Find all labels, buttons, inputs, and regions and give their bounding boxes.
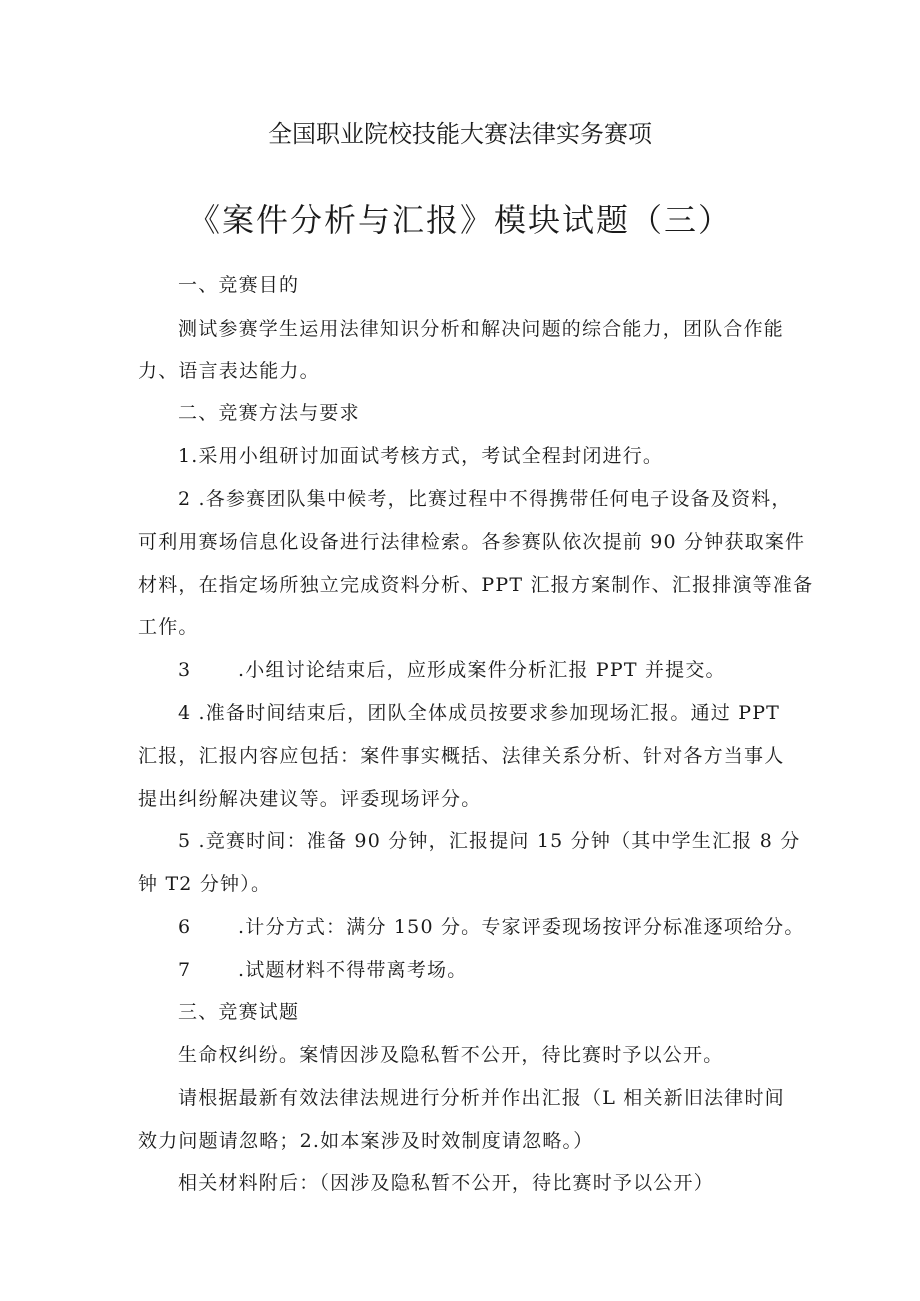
item6 <box>178 914 805 940</box>
document-title-line1: 全国职业院校技能大赛法律实务赛项 <box>268 120 652 148</box>
item3 <box>178 657 726 683</box>
section2-heading: 二、竞赛方法与要求 <box>178 402 360 424</box>
item5-line1: 5 .竞赛时间：准备 90 分钟，汇报提问 15 分钟（其中学生汇报 8 分 <box>178 830 801 852</box>
item3-text: .小组讨论结束后，应形成案件分析汇报 PPT 并提交。 <box>238 659 726 681</box>
section1-heading: 一、竞赛目的 <box>178 274 300 296</box>
section3-paragraph1: 生命权纠纷。案情因涉及隐私暂不公开，待比赛时予以公开。 <box>178 1044 724 1066</box>
item7-number: 7 <box>178 959 192 981</box>
item2-line1: 2 .各参赛团队集中候考，比赛过程中不得携带任何电子设备及资料， <box>178 488 792 510</box>
section3-paragraph3: 相关材料附后：（因涉及隐私暂不公开，待比赛时予以公开） <box>178 1172 714 1194</box>
item1-text: 1.采用小组研讨加面试考核方式，考试全程封闭进行。 <box>178 445 664 467</box>
item7 <box>178 957 467 983</box>
item2-line3: 材料，在指定场所独立完成资料分析、PPT 汇报方案制作、汇报排演等准备 <box>138 574 814 596</box>
document-title-line2: 《案件分析与汇报》模块试题（三） <box>187 201 732 239</box>
item3-number: 3 <box>178 659 192 681</box>
item7-text: .试题材料不得带离考场。 <box>238 959 468 981</box>
section1-paragraph-line1: 测试参赛学生运用法律知识分析和解决问题的综合能力，团队合作能 <box>178 318 785 340</box>
section3-paragraph2-line2: 效力问题请忽略；2.如本案涉及时效制度请忽略。） <box>138 1130 594 1152</box>
section1-paragraph-line2: 力、语言表达能力。 <box>138 360 320 382</box>
item4-line3: 提出纠纷解决建议等。评委现场评分。 <box>138 788 482 810</box>
item2-line2: 可利用赛场信息化设备进行法律检索。各参赛队依次提前 90 分钟获取案件 <box>138 531 806 553</box>
item4-line1: 4 .准备时间结束后，团队全体成员按要求参加现场汇报。通过 PPT <box>178 702 781 724</box>
item5-line2: 钟 T2 分钟）。 <box>138 873 272 895</box>
section3-paragraph2-line1: 请根据最新有效法律法规进行分析并作出汇报（L 相关新旧法律时间 <box>178 1087 785 1109</box>
item2-line4: 工作。 <box>138 616 199 638</box>
section3-heading: 三、竞赛试题 <box>178 1001 300 1023</box>
item4-line2: 汇报，汇报内容应包括：案件事实概括、法律关系分析、针对各方当事人 <box>138 745 785 767</box>
item6-text: .计分方式：满分 150 分。专家评委现场按评分标准逐项给分。 <box>238 916 805 938</box>
item6-number: 6 <box>178 916 192 938</box>
